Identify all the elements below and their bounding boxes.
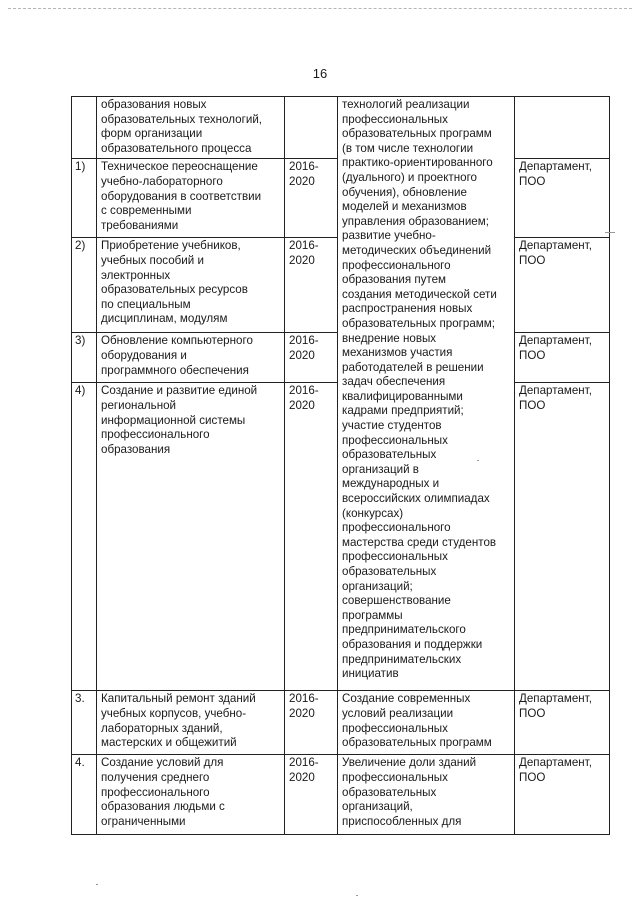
activity-cell: Техническое переоснащение учебно-лабораторного оборудования в соответствии с современными требованиями xyxy=(97,159,285,238)
result-cell: Увеличение доли зданий профессиональных образовательных организаций, приспособленных для xyxy=(338,755,515,835)
result-cell: Создание современных условий реализации профессиональных образовательных программ xyxy=(338,691,515,755)
activity-cell: Приобретение учебников, учебных пособий и электронных образовательных ресурсов по специальным дисциплинам, модулям xyxy=(97,238,285,333)
executor-cell: Департамент, ПОО xyxy=(515,159,610,238)
period-cell: 2016- 2020 xyxy=(285,691,338,755)
scan-artifact xyxy=(605,232,615,233)
scan-top-border xyxy=(8,8,632,9)
row-number: 3) xyxy=(72,333,97,383)
scan-artifact xyxy=(96,884,98,885)
row-number: 2) xyxy=(72,238,97,333)
row-number xyxy=(72,97,97,159)
result-cell-merged: технологий реализации профессиональных образовательных программ (в том числе технологии практико-ориентированного (дуального) и проектного обучения), обновление моделей и механизмов управления образованием; развитие учебно- методических объединений профессионального образования путем создания методической сети распространения новых образовательных программ; внедрение новых механизмов участия работодателей в решении задач обеспечения квалифицированными кадрами предприятий; участие студентов профессиональных образовательных организаций в международных и всероссийских олимпиадах (конкурсах) профессионального мастерства среди студентов профессиональных образовательных организаций; совершенствование программы предпринимательского образования и поддержки предпринимательских инициатив xyxy=(338,97,515,691)
activity-cell: Капитальный ремонт зданий учебных корпусов, учебно- лабораторных зданий, мастерских и общежитий xyxy=(97,691,285,755)
table-row xyxy=(72,691,610,755)
executor-cell: Департамент, ПОО xyxy=(515,333,610,383)
executor-cell: Департамент, ПОО xyxy=(515,755,610,835)
row-number: 1) xyxy=(72,159,97,238)
activity-cell: образования новых образовательных технологий, форм организации образовательного процесса xyxy=(97,97,285,159)
executor-cell: Департамент, ПОО xyxy=(515,383,610,691)
activity-cell: Создание условий для получения среднего профессионального образования людьми с ограниченными xyxy=(97,755,285,835)
period-cell: 2016- 2020 xyxy=(285,238,338,333)
period-cell: 2016- 2020 xyxy=(285,159,338,238)
activity-cell: Обновление компьютерного оборудования и программного обеспечения xyxy=(97,333,285,383)
page-number: 16 xyxy=(312,66,328,81)
row-number: 4. xyxy=(72,755,97,835)
executor-cell: Департамент, ПОО xyxy=(515,691,610,755)
table-row xyxy=(72,755,610,835)
executor-cell xyxy=(515,97,610,159)
row-number: 3. xyxy=(72,691,97,755)
period-cell: 2016- 2020 xyxy=(285,755,338,835)
period-cell: 2016- 2020 xyxy=(285,333,338,383)
program-activities-table xyxy=(71,96,610,835)
period-cell: 2016- 2020 xyxy=(285,383,338,691)
scan-artifact xyxy=(356,895,358,896)
table-row xyxy=(72,97,610,159)
period-cell xyxy=(285,97,338,159)
row-number: 4) xyxy=(72,383,97,691)
scan-artifact xyxy=(477,460,479,461)
executor-cell: Департамент, ПОО xyxy=(515,238,610,333)
activity-cell: Создание и развитие единой региональной информационной системы профессионального образования xyxy=(97,383,285,691)
